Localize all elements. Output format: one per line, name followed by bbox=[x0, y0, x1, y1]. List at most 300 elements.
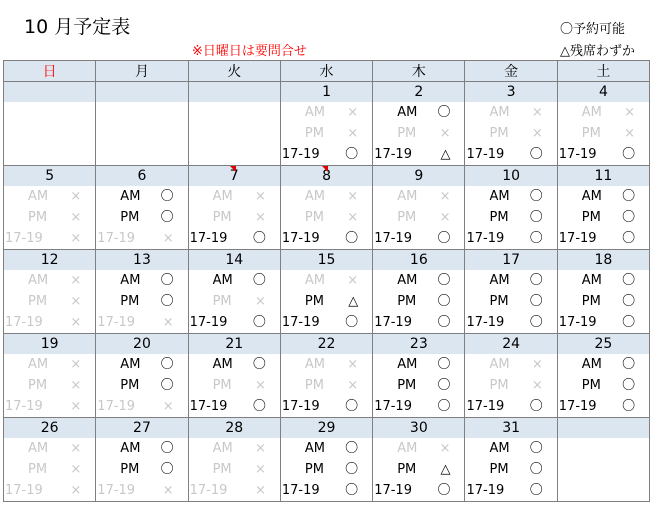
day-number bbox=[96, 166, 187, 186]
evening-slot bbox=[189, 312, 280, 333]
pm-slot bbox=[96, 207, 187, 228]
day-number bbox=[4, 166, 95, 186]
slot-label: AM bbox=[28, 441, 49, 456]
week-row bbox=[4, 250, 650, 334]
slot-status: 〇 bbox=[437, 483, 451, 498]
pm-slot bbox=[4, 459, 95, 480]
slot-label: PM bbox=[581, 210, 601, 225]
day-number-text: 23 bbox=[409, 336, 428, 352]
slot-status: 〇 bbox=[529, 315, 543, 330]
slot-label: AM bbox=[489, 273, 510, 288]
slot-status: 〇 bbox=[437, 105, 451, 120]
slot-label: AM bbox=[581, 105, 602, 120]
slot-label: 17-19 bbox=[374, 399, 412, 414]
am-slot bbox=[96, 354, 187, 375]
slot-status: 〇 bbox=[622, 399, 636, 414]
am-slot bbox=[558, 186, 649, 207]
page-title: 10 月予定表 bbox=[24, 16, 131, 38]
slot-status: × bbox=[70, 189, 82, 204]
slot-label: AM bbox=[28, 273, 49, 288]
day-number bbox=[373, 166, 464, 186]
evening-slot bbox=[558, 312, 649, 333]
slot-label: PM bbox=[28, 210, 48, 225]
slot-status: × bbox=[70, 231, 82, 246]
slot-label: AM bbox=[28, 189, 49, 204]
evening-slot bbox=[465, 228, 556, 249]
evening-slot bbox=[373, 480, 464, 501]
day-cell[interactable] bbox=[373, 418, 465, 502]
day-cell[interactable] bbox=[373, 250, 465, 334]
slot-status: × bbox=[70, 273, 82, 288]
slot-label: AM bbox=[120, 357, 141, 372]
day-number-text: 28 bbox=[225, 420, 244, 436]
slot-status: 〇 bbox=[160, 462, 174, 477]
slot-status: × bbox=[70, 483, 82, 498]
slot-status: 〇 bbox=[345, 231, 359, 246]
slot-status: 〇 bbox=[437, 399, 451, 414]
slot-status: × bbox=[347, 378, 359, 393]
day-number bbox=[373, 334, 464, 354]
weekday-wed: 水 bbox=[280, 61, 372, 82]
pm-slot bbox=[373, 291, 464, 312]
slot-label: AM bbox=[489, 441, 510, 456]
slot-label: 17-19 bbox=[466, 231, 505, 246]
day-number-text: 25 bbox=[594, 336, 613, 352]
slot-label: PM bbox=[397, 126, 417, 141]
evening-slot bbox=[373, 312, 464, 333]
slot-label: 17-19 bbox=[5, 399, 43, 414]
day-number-text: 6 bbox=[137, 168, 147, 184]
slot-label: PM bbox=[489, 126, 509, 141]
am-slot bbox=[373, 270, 464, 291]
slot-label: AM bbox=[581, 273, 602, 288]
slot-status: 〇 bbox=[160, 273, 174, 288]
slot-label: PM bbox=[120, 210, 140, 225]
day-number bbox=[281, 334, 372, 354]
slot-status: 〇 bbox=[345, 462, 359, 477]
slot-status: △ bbox=[440, 147, 451, 162]
day-cell[interactable] bbox=[96, 334, 188, 418]
day-cell[interactable] bbox=[280, 334, 372, 418]
slot-status: × bbox=[439, 126, 451, 141]
slot-status: 〇 bbox=[437, 357, 451, 372]
slot-label: AM bbox=[120, 189, 141, 204]
slot-label: 17-19 bbox=[374, 147, 412, 162]
slot-status: 〇 bbox=[622, 189, 636, 204]
day-number bbox=[281, 418, 372, 438]
empty-day-cell bbox=[188, 82, 280, 166]
day-number-text: 4 bbox=[598, 84, 608, 100]
day-cell[interactable] bbox=[465, 82, 557, 166]
day-number bbox=[281, 82, 372, 102]
day-number bbox=[281, 166, 372, 186]
slot-label: PM bbox=[489, 378, 509, 393]
am-slot bbox=[465, 270, 556, 291]
slot-status: × bbox=[254, 189, 266, 204]
slot-label: 17-19 bbox=[374, 483, 412, 498]
slot-label: PM bbox=[28, 462, 48, 477]
evening-slot bbox=[189, 396, 280, 417]
am-slot bbox=[558, 270, 649, 291]
evening-slot bbox=[373, 144, 464, 165]
empty-day-cell bbox=[96, 82, 188, 166]
slot-label: PM bbox=[581, 294, 601, 309]
am-slot bbox=[465, 186, 556, 207]
slot-label: PM bbox=[304, 294, 324, 309]
day-number-text: 30 bbox=[409, 420, 428, 436]
day-number-text: 14 bbox=[225, 252, 244, 268]
slot-label: 17-19 bbox=[281, 399, 320, 414]
day-number bbox=[189, 250, 280, 270]
evening-slot bbox=[558, 228, 649, 249]
slot-status: 〇 bbox=[529, 483, 543, 498]
day-cell[interactable] bbox=[557, 166, 649, 250]
day-cell[interactable] bbox=[557, 334, 649, 418]
evening-slot bbox=[465, 480, 556, 501]
slot-status: 〇 bbox=[622, 147, 636, 162]
pm-slot bbox=[373, 207, 464, 228]
day-number-bar bbox=[96, 82, 187, 102]
day-number-text: 18 bbox=[594, 252, 613, 268]
pm-slot bbox=[558, 123, 649, 144]
day-number-text: 26 bbox=[40, 420, 59, 436]
slot-label: PM bbox=[120, 462, 140, 477]
comment-marker-icon[interactable] bbox=[230, 166, 236, 172]
slot-status: × bbox=[70, 294, 82, 309]
slot-label: AM bbox=[581, 357, 602, 372]
slot-label: 17-19 bbox=[374, 315, 412, 330]
day-cell[interactable] bbox=[188, 418, 280, 502]
day-number-text: 8 bbox=[322, 168, 331, 184]
pm-slot bbox=[96, 375, 187, 396]
legend-few-seats: △残席わずか bbox=[560, 44, 635, 59]
day-number bbox=[189, 166, 280, 186]
slot-status: × bbox=[70, 357, 82, 372]
week-row bbox=[4, 82, 650, 166]
pm-slot bbox=[558, 375, 649, 396]
day-number-text: 12 bbox=[40, 252, 59, 268]
day-cell[interactable] bbox=[373, 166, 465, 250]
pm-slot bbox=[189, 291, 280, 312]
slot-label: PM bbox=[304, 462, 324, 477]
slot-label: AM bbox=[397, 105, 418, 120]
evening-slot bbox=[96, 480, 187, 501]
day-cell[interactable] bbox=[465, 166, 557, 250]
am-slot bbox=[4, 270, 95, 291]
slot-label: 17-19 bbox=[281, 231, 320, 246]
slot-label: PM bbox=[581, 126, 601, 141]
day-number-text: 9 bbox=[414, 168, 424, 184]
slot-label: AM bbox=[120, 441, 141, 456]
day-cell[interactable] bbox=[188, 334, 280, 418]
day-cell[interactable] bbox=[280, 166, 372, 250]
evening-slot bbox=[465, 396, 556, 417]
slot-label: AM bbox=[489, 105, 510, 120]
slot-label: AM bbox=[397, 357, 418, 372]
slot-label: PM bbox=[212, 294, 232, 309]
day-cell[interactable] bbox=[465, 250, 557, 334]
slot-status: 〇 bbox=[622, 231, 636, 246]
am-slot bbox=[558, 354, 649, 375]
slot-label: PM bbox=[397, 210, 417, 225]
evening-slot bbox=[281, 312, 372, 333]
slot-status: △ bbox=[440, 462, 451, 477]
day-number-bar bbox=[189, 82, 280, 102]
day-cell[interactable] bbox=[557, 82, 649, 166]
am-slot bbox=[189, 186, 280, 207]
evening-slot bbox=[281, 480, 372, 501]
evening-slot bbox=[558, 396, 649, 417]
slot-status: 〇 bbox=[529, 441, 543, 456]
slot-label: AM bbox=[28, 357, 49, 372]
slot-status: × bbox=[162, 315, 174, 330]
day-number-text: 3 bbox=[506, 84, 516, 100]
pm-slot bbox=[373, 123, 464, 144]
day-number bbox=[4, 334, 95, 354]
day-number bbox=[558, 250, 649, 270]
slot-status: 〇 bbox=[345, 441, 359, 456]
slot-label: AM bbox=[212, 273, 233, 288]
day-number-text: 21 bbox=[225, 336, 244, 352]
day-number-text: 19 bbox=[40, 336, 59, 352]
day-cell[interactable] bbox=[4, 166, 96, 250]
day-cell[interactable] bbox=[96, 166, 188, 250]
empty-day-cell bbox=[4, 82, 96, 166]
day-number-text: 7 bbox=[229, 168, 239, 184]
day-number bbox=[558, 166, 649, 186]
am-slot bbox=[465, 102, 556, 123]
day-number-text: 24 bbox=[502, 336, 521, 352]
slot-status: × bbox=[347, 126, 359, 141]
evening-slot bbox=[189, 480, 280, 501]
day-number bbox=[96, 250, 187, 270]
day-cell[interactable] bbox=[96, 418, 188, 502]
evening-slot bbox=[281, 144, 372, 165]
day-cell[interactable] bbox=[557, 250, 649, 334]
day-number bbox=[465, 82, 556, 102]
slot-status: × bbox=[70, 210, 82, 225]
am-slot bbox=[96, 186, 187, 207]
pm-slot bbox=[465, 123, 556, 144]
evening-slot bbox=[96, 312, 187, 333]
day-cell[interactable] bbox=[465, 334, 557, 418]
slot-label: 17-19 bbox=[97, 231, 136, 246]
slot-label: AM bbox=[581, 189, 602, 204]
slot-label: AM bbox=[489, 357, 510, 372]
day-number-text: 22 bbox=[317, 336, 336, 352]
pm-slot bbox=[189, 459, 280, 480]
slot-status: 〇 bbox=[252, 357, 266, 372]
week-row bbox=[4, 418, 650, 502]
day-cell[interactable] bbox=[4, 334, 96, 418]
slot-status: 〇 bbox=[160, 357, 174, 372]
day-number bbox=[4, 418, 95, 438]
day-number-text: 2 bbox=[414, 84, 424, 100]
am-slot bbox=[373, 102, 464, 123]
slot-label: AM bbox=[397, 441, 418, 456]
slot-status: × bbox=[70, 399, 82, 414]
day-cell[interactable] bbox=[4, 418, 96, 502]
day-number-text: 29 bbox=[317, 420, 336, 436]
am-slot bbox=[281, 186, 372, 207]
slot-label: 17-19 bbox=[558, 147, 597, 162]
slot-status: 〇 bbox=[529, 462, 543, 477]
evening-slot bbox=[558, 144, 649, 165]
slot-status: × bbox=[347, 273, 359, 288]
slot-status: × bbox=[439, 189, 451, 204]
am-slot bbox=[373, 354, 464, 375]
slot-status: × bbox=[254, 441, 266, 456]
day-cell[interactable] bbox=[373, 334, 465, 418]
slot-label: AM bbox=[304, 189, 325, 204]
day-number-text: 1 bbox=[322, 84, 331, 100]
legend-available: 〇予約可能 bbox=[560, 22, 626, 37]
slot-status: 〇 bbox=[252, 399, 266, 414]
slot-status: × bbox=[531, 126, 543, 141]
slot-label: PM bbox=[581, 378, 601, 393]
slot-status: × bbox=[347, 357, 359, 372]
slot-status: × bbox=[347, 189, 359, 204]
am-slot bbox=[4, 438, 95, 459]
slot-label: PM bbox=[489, 294, 509, 309]
day-cell[interactable] bbox=[280, 418, 372, 502]
slot-label: PM bbox=[28, 378, 48, 393]
slot-status: 〇 bbox=[345, 483, 359, 498]
slot-status: 〇 bbox=[345, 147, 359, 162]
slot-status: 〇 bbox=[437, 273, 451, 288]
slot-status: × bbox=[531, 105, 543, 120]
day-cell[interactable] bbox=[280, 82, 372, 166]
day-cell[interactable] bbox=[465, 418, 557, 502]
slot-label: 17-19 bbox=[97, 483, 136, 498]
slot-status: 〇 bbox=[437, 231, 451, 246]
slot-status: 〇 bbox=[622, 273, 636, 288]
pm-slot bbox=[373, 375, 464, 396]
weekday-mon: 月 bbox=[96, 61, 188, 82]
slot-label: PM bbox=[304, 378, 324, 393]
day-cell[interactable] bbox=[373, 82, 465, 166]
day-number bbox=[189, 418, 280, 438]
slot-status: 〇 bbox=[529, 273, 543, 288]
day-number bbox=[558, 82, 649, 102]
day-number bbox=[189, 334, 280, 354]
weekday-header bbox=[4, 61, 650, 82]
am-slot bbox=[4, 186, 95, 207]
slot-status: 〇 bbox=[529, 231, 543, 246]
slot-label: 17-19 bbox=[189, 315, 228, 330]
day-cell[interactable] bbox=[96, 250, 188, 334]
slot-status: × bbox=[162, 399, 174, 414]
slot-status: 〇 bbox=[529, 189, 543, 204]
slot-status: 〇 bbox=[529, 147, 543, 162]
day-number-text: 17 bbox=[502, 252, 521, 268]
pm-slot bbox=[281, 459, 372, 480]
slot-status: × bbox=[439, 441, 451, 456]
evening-slot bbox=[96, 396, 187, 417]
day-number-text: 11 bbox=[594, 168, 613, 184]
slot-label: PM bbox=[28, 294, 48, 309]
slot-label: PM bbox=[120, 378, 140, 393]
slot-label: PM bbox=[212, 378, 232, 393]
slot-label: PM bbox=[397, 378, 417, 393]
am-slot bbox=[373, 186, 464, 207]
slot-status: × bbox=[531, 378, 543, 393]
am-slot bbox=[465, 438, 556, 459]
slot-label: 17-19 bbox=[466, 483, 505, 498]
day-number-text: 16 bbox=[409, 252, 428, 268]
day-number-text: 5 bbox=[45, 168, 55, 184]
am-slot bbox=[96, 270, 187, 291]
day-number bbox=[465, 334, 556, 354]
slot-status: × bbox=[162, 483, 174, 498]
slot-label: PM bbox=[397, 294, 417, 309]
day-number-text: 27 bbox=[133, 420, 151, 436]
evening-slot bbox=[465, 144, 556, 165]
slot-status: 〇 bbox=[529, 399, 543, 414]
comment-marker-icon[interactable] bbox=[322, 166, 328, 172]
slot-label: 17-19 bbox=[5, 315, 43, 330]
day-number-text: 31 bbox=[502, 420, 521, 436]
slot-status: × bbox=[439, 210, 451, 225]
slot-status: 〇 bbox=[252, 273, 266, 288]
day-number bbox=[96, 334, 187, 354]
evening-slot bbox=[373, 396, 464, 417]
weekday-tue: 火 bbox=[188, 61, 280, 82]
evening-slot bbox=[4, 480, 95, 501]
day-number bbox=[4, 250, 95, 270]
slot-status: × bbox=[254, 378, 266, 393]
slot-label: 17-19 bbox=[5, 231, 43, 246]
evening-slot bbox=[373, 228, 464, 249]
am-slot bbox=[4, 354, 95, 375]
day-cell[interactable] bbox=[4, 250, 96, 334]
am-slot bbox=[281, 102, 372, 123]
slot-status: 〇 bbox=[529, 210, 543, 225]
slot-status: 〇 bbox=[622, 315, 636, 330]
am-slot bbox=[96, 438, 187, 459]
pm-slot bbox=[558, 291, 649, 312]
slot-label: 17-19 bbox=[558, 231, 597, 246]
pm-slot bbox=[281, 291, 372, 312]
pm-slot bbox=[373, 459, 464, 480]
week-row bbox=[4, 166, 650, 250]
pm-slot bbox=[96, 459, 187, 480]
slot-label: AM bbox=[120, 273, 141, 288]
day-cell[interactable] bbox=[280, 250, 372, 334]
week-row bbox=[4, 334, 650, 418]
slot-status: 〇 bbox=[622, 357, 636, 372]
slot-label: PM bbox=[397, 462, 417, 477]
slot-label: AM bbox=[397, 273, 418, 288]
day-cell[interactable] bbox=[188, 250, 280, 334]
slot-status: 〇 bbox=[622, 294, 636, 309]
slot-status: × bbox=[70, 315, 82, 330]
day-cell[interactable] bbox=[188, 166, 280, 250]
slot-label: 17-19 bbox=[97, 315, 136, 330]
slot-label: AM bbox=[489, 189, 510, 204]
am-slot bbox=[189, 270, 280, 291]
slot-status: × bbox=[347, 210, 359, 225]
pm-slot bbox=[4, 207, 95, 228]
pm-slot bbox=[465, 459, 556, 480]
pm-slot bbox=[558, 207, 649, 228]
slot-status: × bbox=[254, 483, 266, 498]
slot-label: 17-19 bbox=[189, 399, 228, 414]
empty-day-cell bbox=[557, 418, 649, 502]
weekday-fri: 金 bbox=[465, 61, 557, 82]
slot-label: PM bbox=[489, 462, 509, 477]
slot-status: △ bbox=[348, 294, 359, 309]
